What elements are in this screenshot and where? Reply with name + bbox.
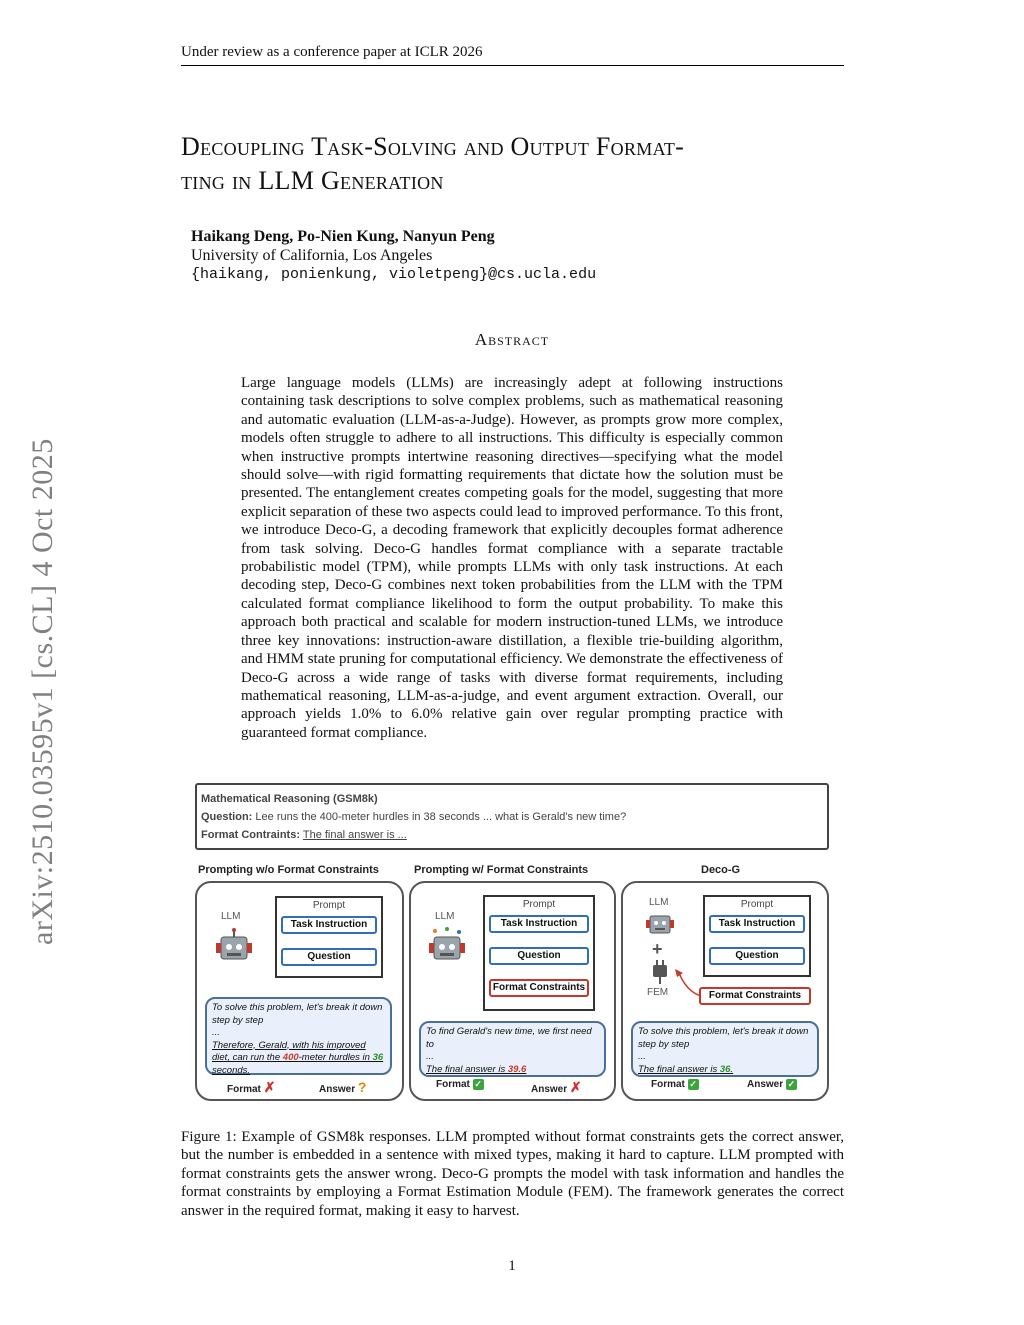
question-label: Question: [201,811,253,823]
prompt-title: Prompt [312,900,346,911]
arxiv-stamp: arXiv:2510.03595v1 [cs.CL] 4 Oct 2025 [26,438,59,945]
response-text-a: The final answer is [426,1063,508,1075]
format-constraints-pill: Format Constraints [489,979,589,997]
cross-icon: ✗ [569,1079,582,1095]
response-bubble [631,1021,819,1077]
response-num-39-6: 39.6 [507,1063,527,1075]
prompt-card [483,895,595,1011]
response-ellipsis: ... [638,1051,646,1062]
response-answer [426,1064,526,1075]
cross-icon: ✗ [263,1079,276,1095]
question-pill: Question [489,947,589,965]
task-question [201,811,626,823]
format-status [227,1079,275,1096]
format-label: Format Contraints: [201,829,300,841]
llm-label: LLM [435,911,455,922]
response-num-36: 36 [719,1063,731,1075]
abstract-heading: Abstract [474,330,550,349]
response-answer [638,1064,733,1075]
prompt-title: Prompt [522,899,556,910]
response-ellipsis: ... [426,1051,434,1062]
panel-3 [621,881,829,1101]
response-text-c: seconds. [212,1064,251,1076]
robot-icon [213,927,255,969]
task-instruction-pill: Task Instruction [281,916,377,934]
title-line-1: Decoupling Task-Solving and Output Format- [181,132,685,161]
affiliation: University of California, Los Angeles [191,247,433,264]
author-names: Haikang Deng, Po-Nien Kung, Nanyun Peng [191,228,495,245]
paper-title [181,130,881,198]
llm-label: LLM [221,911,241,922]
format-text: The final answer is ... [302,829,407,841]
format-word: Format [436,1079,470,1091]
response-text-a: The final answer is [638,1063,720,1075]
header-rule [181,65,844,66]
prompt-card [275,896,383,978]
robot-icon [645,909,675,939]
response-line: To solve this problem, let's break it down step by step [638,1026,809,1050]
response-line: To find Gerald's new time, we first need to [426,1026,592,1050]
prompt-title: Prompt [740,899,774,910]
format-word: Format [227,1084,261,1095]
format-constraints-pill: Format Constraints [699,987,811,1005]
response-answer [212,1040,383,1076]
confused-robot-icon [425,925,469,969]
figure-caption: Figure 1: Example of GSM8k responses. LLM prompted without format constraints gets the correct answer, but the number is embedded in a sentence with mixed types, making it hard to capture. LLM prompted with format constraints gets the answer wrong. Deco-G prompts the model with task information and handles the format constraints by employing a Format Estimation Module (FEM). The framework generates the correct answer in the required format, making it easy to harvest. [181,1129,844,1219]
panel-1-label: Prompting w/o Format Constraints [198,864,379,876]
title-line-2: ting in LLM Generation [181,166,444,195]
format-word: Format [651,1079,685,1091]
plug-icon [645,959,675,985]
author-emails: {haikang, ponienkung, violetpeng}@cs.ucla.edu [191,266,597,283]
format-status [436,1079,484,1090]
check-icon: ✓ [787,1079,796,1089]
response-num-400: 400 [282,1052,299,1063]
check-icon: ✓ [474,1079,482,1089]
task-instruction-pill: Task Instruction [709,915,805,933]
response-bubble [419,1021,606,1077]
task-format [201,829,407,841]
answer-word: Answer [319,1084,356,1095]
question-pill: Question [709,947,805,965]
plus-icon: + [652,939,663,959]
fem-label: FEM [647,987,669,998]
format-status [651,1079,699,1090]
page-number: 1 [508,1258,516,1274]
figure-1 [181,778,844,1108]
response-end: . [730,1063,734,1075]
response-bubble [205,997,392,1075]
response-text-b: -meter hurdles in [298,1052,373,1063]
panel-3-label: Deco-G [701,864,741,876]
prompt-card [703,895,811,977]
answer-status [531,1079,582,1096]
check-icon: ✓ [689,1079,697,1089]
response-num-36: 36 [372,1052,384,1063]
task-box [195,783,829,850]
task-instruction-pill: Task Instruction [489,915,589,933]
panel-1 [195,881,404,1101]
question-pill: Question [281,948,377,966]
llm-label: LLM [649,897,669,908]
running-header: Under review as a conference paper at ICLR 2026 [181,44,483,60]
panel-2 [409,881,616,1101]
answer-word: Answer [531,1084,568,1095]
author-block [191,227,596,284]
response-ellipsis: ... [212,1027,220,1038]
question-mark-icon: ? [357,1079,367,1095]
question-text: Lee runs the 400-meter hurdles in 38 seconds ... what is Gerald's new time? [255,811,627,823]
response-text-a: Therefore, Gerald, with his improved diet, can run the [212,1039,366,1063]
answer-word: Answer [747,1079,784,1091]
task-title: Mathematical Reasoning (GSM8k) [201,793,378,805]
answer-status [319,1079,366,1095]
response-line: To solve this problem, let's break it down step by step [212,1002,383,1026]
answer-status [747,1079,797,1090]
panel-2-label: Prompting w/ Format Constraints [414,864,589,876]
abstract-body: Large language models (LLMs) are increasingly adept at following instructions containing task descriptions to solve complex problems, such as mathematical reasoning and automatic evaluation (LLM-as-a-Judge). However, as prompts grow more complex, models often struggle to adhere to all instructions. This difficulty is especially common when instructive prompts intertwine reasoning directives—specifying what the model should solve—with rigid formatting requirements that dictate how the solution must be presented. The entanglement creates competing goals for the model, suggesting that more explicit separation of these two aspects could lead to improved performance. To this front, we introduce Deco-G, a decoding framework that explicitly decouples format adherence from task solving. Deco-G handles format compliance with a separate tractable probabilistic model (TPM), while prompts LLMs with only task instructions. At each decoding step, Deco-G combines next token probabilities from the LLM with the TPM calculated format compliance likelihood to form the output probability. To make this approach both practical and scalable for modern instruction-tuned LLMs, we introduce three key innovations: instruction-aware distillation, a flexible trie-building algorithm, and HMM state pruning for computational efficiency. We demonstrate the effectiveness of Deco-G across a wide range of tasks with diverse format requirements, including mathematical reasoning, LLM-as-a-judge, and event argument extraction. Overall, our approach yields 1.0% to 6.0% relative gain over regular prompting practice with guaranteed format compliance. [241,375,783,741]
